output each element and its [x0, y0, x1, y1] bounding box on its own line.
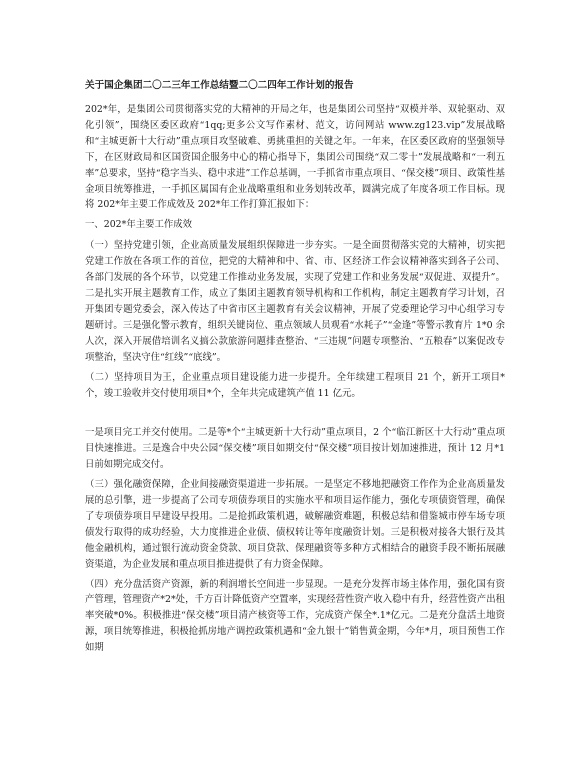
paragraph-financing: （三）强化融资保障，企业间接融资渠道进一步拓展。一是坚定不移地把融资工作作为企业高质量发展的总引擎，进一步提高了公司专项债券项目的实施水平和项目运作能力，强化专项债资管理，确保了专项债券项目早建设早投用。二是抢抓政策机遇，破解融资难题，积极总结和借鉴城市停车场专项债发行取得的成功经验，大力度推进企业债、债权转让等年度融资计划。三是积极对接各大银行及其他金融机构，通过银行流动资金贷款、项目贷款、保理融资等多种方式相结合的融资手段不断拓展融资渠道，为企业发展和重点项目推进提供了有力资金保障。 — [85, 479, 505, 570]
document-title: 关于国企集团二〇二三年工作总结暨二〇二四年工作计划的报告 — [85, 80, 354, 91]
intro-paragraph: 202*年，是集团公司贯彻落实党的大精神的开局之年，也是集团公司坚持“双模并举、双轮驱动、双化引领”，围绕区委区政府“1qq;更多公文写作素材、范文，访问网站 www.zg123.vip”发展战略和“主城更新十大行动”重点项目攻坚破难、勇挑重担的关键之年。一年来，在区委区政府的坚强领导下，在区财政局和区国资国企服务中心的精心指导下，集团公司围绕“双二零十”发展战略和“一利五率”总要求，坚持“稳字当头、稳中求进”工作总基调，一手抓省市重点项目、“保交楼”项目、政策性基金项目统筹推进，一手抓区属国有企业战略重组和业务划转改革，圆满完成了年度各项工作目标。现将 202*年主要工作成效及 202*年工作打算汇报如下： — [85, 104, 505, 211]
paragraph-party-building: （一）坚持党建引领，企业高质量发展组织保障进一步夯实。一是全面贯彻落实党的大精神，切实把党建工作放在各项工作的首位，把党的大精神和中、省、市、区经济工作会议精神落实到各子公司、各部门发展的各个环节，以党建工作推动业务发展，实现了党建工作和业务发展“双促进、双提升”。二是扎实开展主题教育工作，成立了集团主题教育领导机构和工作机构，制定主题教育学习计划，召开集团专题党委会，深入传达了中省市区主题教育有关会议精神，开展了党委理论学习中心组学习专题研讨。三是强化警示教育，组织关键岗位、重点领域人员观看“水耗子”“金逢”等警示教育片 1*0 余人次，深入开展借培训名义搞公款旅游问题排查整治、“三违规”问题专项整治、“五粮春”以案促改专项整治，坚决守住“红线”“底线”。 — [85, 240, 505, 363]
document-page — [85, 78, 505, 660]
paragraph-assets: （四）充分盘活资产资源，新的利润增长空间进一步显现。一是充分发挥市场主体作用，强化国有资产管理，管理资产*2*处，千方百计降低资产空置率，实现经营性资产收入稳中有升，经营性资产出租率突破*0%。积极推进“保交楼”项目清产核资等工作，完成资产保全*.1*亿元。二是充分盘活土地资源，项目统筹推进，积极抢抓房地产调控政策机遇和“金九银十”销售黄金期，今年*月，项目预售工作如期 — [85, 578, 505, 654]
paragraph-project-progress: 一是项目完工并交付使用。二是等*个“主城更新十大行动”重点项目，2 个“临江新区十大行动”重点项目快速推进。三是逸合中央公园“保交楼”项目如期交付“保交楼”项目按计划加速推进，预计 12 月*1 日前如期完成交付。 — [85, 427, 505, 471]
paragraph-key-projects: （二）坚持项目为王，企业重点项目建设能力进一步提升。全年续建工程项目 21 个，新开工项目*个，竣工验收并交付使用项目*个，全年共完成建筑产值 11 亿元。 — [85, 371, 505, 399]
section-heading: 一、202*年主要工作成效 — [85, 219, 192, 231]
